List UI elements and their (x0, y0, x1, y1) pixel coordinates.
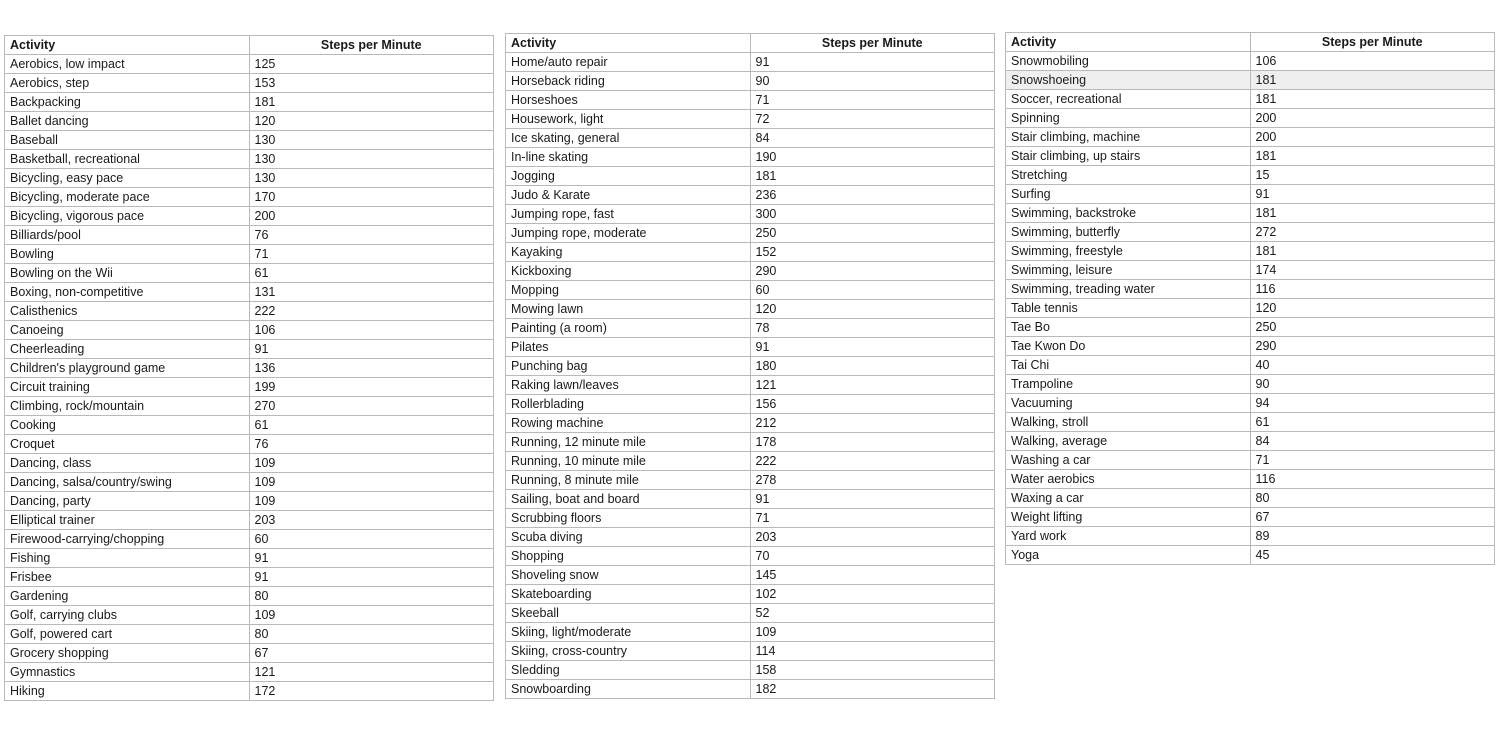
steps-cell: 91 (249, 549, 494, 568)
table-row (5, 283, 494, 302)
activity-cell: Running, 10 minute mile (506, 452, 751, 471)
activity-cell: Gymnastics (5, 663, 250, 682)
table-row (5, 587, 494, 606)
table-row (506, 262, 995, 281)
steps-cell: 152 (750, 243, 995, 262)
table-row (1006, 508, 1495, 527)
table-row (1006, 337, 1495, 356)
steps-cell: 170 (249, 188, 494, 207)
activity-cell: Snowshoeing (1006, 71, 1251, 90)
activity-cell: Yoga (1006, 546, 1251, 565)
steps-cell: 71 (1250, 451, 1495, 470)
steps-cell: 52 (750, 604, 995, 623)
steps-cell: 89 (1250, 527, 1495, 546)
steps-cell: 181 (1250, 242, 1495, 261)
table-row (506, 680, 995, 699)
steps-cell: 300 (750, 205, 995, 224)
steps-cell: 130 (249, 131, 494, 150)
steps-cell: 181 (1250, 204, 1495, 223)
activity-cell: Raking lawn/leaves (506, 376, 751, 395)
table-row (506, 224, 995, 243)
table-row (506, 452, 995, 471)
activity-cell: Skiing, light/moderate (506, 623, 751, 642)
table-row (5, 302, 494, 321)
steps-cell: 84 (750, 129, 995, 148)
table-row (5, 74, 494, 93)
steps-cell: 136 (249, 359, 494, 378)
steps-cell: 182 (750, 680, 995, 699)
table-row (5, 682, 494, 701)
table-row (5, 416, 494, 435)
activity-cell: Shopping (506, 547, 751, 566)
steps-cell: 40 (1250, 356, 1495, 375)
table-row (506, 186, 995, 205)
activity-cell: Sledding (506, 661, 751, 680)
activity-cell: Rowing machine (506, 414, 751, 433)
activity-cell: Mopping (506, 281, 751, 300)
activity-cell: Jogging (506, 167, 751, 186)
steps-cell: 156 (750, 395, 995, 414)
table-row (5, 435, 494, 454)
steps-cell: 60 (249, 530, 494, 549)
steps-cell: 131 (249, 283, 494, 302)
steps-cell: 90 (750, 72, 995, 91)
table-row (506, 642, 995, 661)
steps-cell: 67 (1250, 508, 1495, 527)
activity-cell: Mowing lawn (506, 300, 751, 319)
activity-cell: Walking, stroll (1006, 413, 1251, 432)
steps-cell: 70 (750, 547, 995, 566)
activity-cell: Basketball, recreational (5, 150, 250, 169)
activity-cell: Dancing, class (5, 454, 250, 473)
steps-cell: 181 (1250, 71, 1495, 90)
activity-cell: Kayaking (506, 243, 751, 262)
activity-cell: Horseshoes (506, 91, 751, 110)
table-row (1006, 185, 1495, 204)
activity-cell: Cheerleading (5, 340, 250, 359)
steps-cell: 61 (249, 264, 494, 283)
activity-cell: Snowmobiling (1006, 52, 1251, 71)
steps-cell: 61 (1250, 413, 1495, 432)
table-row (5, 131, 494, 150)
steps-cell: 236 (750, 186, 995, 205)
table-row (5, 169, 494, 188)
steps-cell: 91 (1250, 185, 1495, 204)
activity-cell: Spinning (1006, 109, 1251, 128)
steps-header: Steps per Minute (1250, 33, 1495, 52)
activity-cell: Stretching (1006, 166, 1251, 185)
table-row (506, 395, 995, 414)
steps-cell: 90 (1250, 375, 1495, 394)
activity-cell: Bowling (5, 245, 250, 264)
steps-cell: 212 (750, 414, 995, 433)
steps-cell: 270 (249, 397, 494, 416)
table-row (5, 150, 494, 169)
steps-cell: 91 (750, 490, 995, 509)
steps-cell: 91 (249, 340, 494, 359)
table-row (5, 226, 494, 245)
table-row (1006, 52, 1495, 71)
activity-cell: Snowboarding (506, 680, 751, 699)
activity-cell: Kickboxing (506, 262, 751, 281)
activity-cell: Tae Kwon Do (1006, 337, 1251, 356)
steps-cell: 278 (750, 471, 995, 490)
activity-cell: Bowling on the Wii (5, 264, 250, 283)
table-row (506, 357, 995, 376)
table-row (1006, 166, 1495, 185)
activity-cell: Swimming, treading water (1006, 280, 1251, 299)
activity-cell: Swimming, leisure (1006, 261, 1251, 280)
table-row (5, 245, 494, 264)
table-row (506, 300, 995, 319)
steps-cell: 222 (750, 452, 995, 471)
table-row (506, 319, 995, 338)
activity-cell: Dancing, party (5, 492, 250, 511)
table-row (1006, 128, 1495, 147)
table-row (1006, 242, 1495, 261)
steps-cell: 71 (750, 91, 995, 110)
steps-cell: 116 (1250, 470, 1495, 489)
activity-cell: Cooking (5, 416, 250, 435)
activity-cell: Soccer, recreational (1006, 90, 1251, 109)
steps-cell: 250 (1250, 318, 1495, 337)
activity-cell: Scrubbing floors (506, 509, 751, 528)
activity-cell: Trampoline (1006, 375, 1251, 394)
activity-cell: Croquet (5, 435, 250, 454)
steps-cell: 250 (750, 224, 995, 243)
activity-cell: Home/auto repair (506, 53, 751, 72)
activity-cell: Water aerobics (1006, 470, 1251, 489)
table-row (5, 473, 494, 492)
steps-cell: 174 (1250, 261, 1495, 280)
table-row (506, 376, 995, 395)
activity-cell: Climbing, rock/mountain (5, 397, 250, 416)
table-row (5, 511, 494, 530)
steps-cell: 158 (750, 661, 995, 680)
steps-cell: 91 (750, 53, 995, 72)
steps-cell: 130 (249, 150, 494, 169)
steps-cell: 203 (750, 528, 995, 547)
table-row (1006, 261, 1495, 280)
table-row (5, 207, 494, 226)
activity-cell: Aerobics, step (5, 74, 250, 93)
table-row (5, 112, 494, 131)
steps-cell: 76 (249, 226, 494, 245)
activity-cell: Rollerblading (506, 395, 751, 414)
steps-cell: 71 (249, 245, 494, 264)
table-row (5, 397, 494, 416)
activity-cell: Shoveling snow (506, 566, 751, 585)
table-row (1006, 489, 1495, 508)
activity-cell: Washing a car (1006, 451, 1251, 470)
activity-cell: Golf, powered cart (5, 625, 250, 644)
activity-cell: Tae Bo (1006, 318, 1251, 337)
table-row (506, 338, 995, 357)
table-row (506, 604, 995, 623)
activity-cell: Jumping rope, fast (506, 205, 751, 224)
steps-header: Steps per Minute (750, 34, 995, 53)
activity-cell: Skeeball (506, 604, 751, 623)
steps-cell: 102 (750, 585, 995, 604)
table-row (506, 53, 995, 72)
steps-cell: 203 (249, 511, 494, 530)
activity-cell: Calisthenics (5, 302, 250, 321)
activity-cell: Backpacking (5, 93, 250, 112)
table-row (506, 547, 995, 566)
table-row (506, 72, 995, 91)
activity-cell: Baseball (5, 131, 250, 150)
table-row (5, 188, 494, 207)
steps-cell: 109 (249, 492, 494, 511)
steps-cell: 80 (249, 625, 494, 644)
steps-cell: 120 (249, 112, 494, 131)
steps-cell: 76 (249, 435, 494, 454)
activity-cell: Gardening (5, 587, 250, 606)
table-row (1006, 413, 1495, 432)
steps-cell: 45 (1250, 546, 1495, 565)
steps-cell: 181 (1250, 147, 1495, 166)
activity-cell: Running, 8 minute mile (506, 471, 751, 490)
activity-cell: Billiards/pool (5, 226, 250, 245)
steps-cell: 180 (750, 357, 995, 376)
activity-cell: Bicycling, vigorous pace (5, 207, 250, 226)
activity-cell: Ballet dancing (5, 112, 250, 131)
activity-cell: Stair climbing, machine (1006, 128, 1251, 147)
steps-cell: 200 (1250, 109, 1495, 128)
table-row (506, 528, 995, 547)
steps-cell: 71 (750, 509, 995, 528)
steps-cell: 72 (750, 110, 995, 129)
table-row (506, 148, 995, 167)
activity-cell: Hiking (5, 682, 250, 701)
table-row (506, 585, 995, 604)
steps-cell: 121 (750, 376, 995, 395)
table-row (506, 129, 995, 148)
activity-cell: Golf, carrying clubs (5, 606, 250, 625)
activity-header: Activity (506, 34, 751, 53)
steps-cell: 61 (249, 416, 494, 435)
table-row (1006, 394, 1495, 413)
activity-cell: Circuit training (5, 378, 250, 397)
steps-cell: 290 (1250, 337, 1495, 356)
table-row (1006, 204, 1495, 223)
activity-cell: Firewood-carrying/chopping (5, 530, 250, 549)
table-row (5, 454, 494, 473)
steps-cell: 222 (249, 302, 494, 321)
table-row (5, 93, 494, 112)
steps-cell: 94 (1250, 394, 1495, 413)
activity-cell: Sailing, boat and board (506, 490, 751, 509)
activity-cell: Bicycling, moderate pace (5, 188, 250, 207)
activity-cell: Painting (a room) (506, 319, 751, 338)
table-row (5, 359, 494, 378)
steps-cell: 106 (1250, 52, 1495, 71)
activity-cell: Fishing (5, 549, 250, 568)
activity-cell: Frisbee (5, 568, 250, 587)
activity-cell: Jumping rope, moderate (506, 224, 751, 243)
steps-cell: 15 (1250, 166, 1495, 185)
table-row (1006, 356, 1495, 375)
table-row (506, 414, 995, 433)
activity-cell: Swimming, freestyle (1006, 242, 1251, 261)
table-row (1006, 299, 1495, 318)
steps-cell: 116 (1250, 280, 1495, 299)
activity-cell: Scuba diving (506, 528, 751, 547)
activity-cell: Horseback riding (506, 72, 751, 91)
table-row (506, 205, 995, 224)
activity-cell: Elliptical trainer (5, 511, 250, 530)
table-row (5, 625, 494, 644)
table-row (1006, 432, 1495, 451)
table-row (1006, 147, 1495, 166)
table-row (506, 110, 995, 129)
steps-cell: 109 (249, 454, 494, 473)
activity-header: Activity (1006, 33, 1251, 52)
table-row (506, 623, 995, 642)
table-row (5, 568, 494, 587)
table-row (5, 264, 494, 283)
table-row (506, 243, 995, 262)
table-row (5, 321, 494, 340)
steps-cell: 290 (750, 262, 995, 281)
table-row (5, 606, 494, 625)
steps-cell: 181 (1250, 90, 1495, 109)
steps-cell: 84 (1250, 432, 1495, 451)
steps-cell: 109 (750, 623, 995, 642)
table-row (1006, 527, 1495, 546)
table-row (1006, 470, 1495, 489)
table-row (1006, 546, 1495, 565)
activity-header: Activity (5, 36, 250, 55)
table-row (1006, 109, 1495, 128)
activity-cell: Walking, average (1006, 432, 1251, 451)
steps-header: Steps per Minute (249, 36, 494, 55)
activity-cell: Dancing, salsa/country/swing (5, 473, 250, 492)
activity-cell: Housework, light (506, 110, 751, 129)
header-row (1006, 33, 1495, 52)
activity-cell: Judo & Karate (506, 186, 751, 205)
table-row (1006, 318, 1495, 337)
steps-cell: 109 (249, 606, 494, 625)
steps-cell: 106 (249, 321, 494, 340)
activity-cell: Children's playground game (5, 359, 250, 378)
activity-cell: Surfing (1006, 185, 1251, 204)
table-row (5, 55, 494, 74)
steps-cell: 130 (249, 169, 494, 188)
activity-cell: In-line skating (506, 148, 751, 167)
header-row (5, 36, 494, 55)
table-row (506, 91, 995, 110)
table-row (1006, 223, 1495, 242)
steps-cell: 80 (1250, 489, 1495, 508)
table-row (506, 281, 995, 300)
activity-cell: Yard work (1006, 527, 1251, 546)
table-row (506, 471, 995, 490)
steps-table-2 (505, 33, 995, 699)
activity-cell: Boxing, non-competitive (5, 283, 250, 302)
table-row (1006, 90, 1495, 109)
steps-table-3 (1005, 32, 1495, 565)
steps-cell: 199 (249, 378, 494, 397)
activity-cell: Canoeing (5, 321, 250, 340)
steps-cell: 181 (750, 167, 995, 186)
steps-cell: 181 (249, 93, 494, 112)
activity-cell: Running, 12 minute mile (506, 433, 751, 452)
activity-cell: Weight lifting (1006, 508, 1251, 527)
activity-cell: Swimming, backstroke (1006, 204, 1251, 223)
table-row (5, 549, 494, 568)
activity-cell: Punching bag (506, 357, 751, 376)
steps-cell: 91 (750, 338, 995, 357)
steps-cell: 91 (249, 568, 494, 587)
activity-cell: Grocery shopping (5, 644, 250, 663)
activity-cell: Pilates (506, 338, 751, 357)
activity-cell: Tai Chi (1006, 356, 1251, 375)
steps-cell: 109 (249, 473, 494, 492)
table-row (1006, 375, 1495, 394)
steps-cell: 114 (750, 642, 995, 661)
table-row (506, 566, 995, 585)
table-row (5, 644, 494, 663)
activity-cell: Skateboarding (506, 585, 751, 604)
steps-cell: 125 (249, 55, 494, 74)
steps-cell: 78 (750, 319, 995, 338)
activity-cell: Aerobics, low impact (5, 55, 250, 74)
table-row (506, 167, 995, 186)
steps-cell: 80 (249, 587, 494, 606)
steps-cell: 120 (750, 300, 995, 319)
activity-cell: Stair climbing, up stairs (1006, 147, 1251, 166)
steps-cell: 172 (249, 682, 494, 701)
steps-cell: 121 (249, 663, 494, 682)
header-row (506, 34, 995, 53)
table-row (5, 378, 494, 397)
activity-cell: Waxing a car (1006, 489, 1251, 508)
table-row (506, 661, 995, 680)
table-row (5, 663, 494, 682)
table-row (506, 433, 995, 452)
table-row (1006, 451, 1495, 470)
table-row (506, 490, 995, 509)
activity-cell: Ice skating, general (506, 129, 751, 148)
activity-cell: Swimming, butterfly (1006, 223, 1251, 242)
steps-table-1 (4, 35, 494, 701)
steps-cell: 200 (249, 207, 494, 226)
steps-cell: 178 (750, 433, 995, 452)
table-row (1006, 71, 1495, 90)
activity-cell: Skiing, cross-country (506, 642, 751, 661)
steps-cell: 120 (1250, 299, 1495, 318)
table-row (506, 509, 995, 528)
table-row (5, 340, 494, 359)
steps-cell: 67 (249, 644, 494, 663)
steps-cell: 60 (750, 281, 995, 300)
table-row (5, 492, 494, 511)
activity-cell: Vacuuming (1006, 394, 1251, 413)
steps-cell: 190 (750, 148, 995, 167)
steps-cell: 153 (249, 74, 494, 93)
steps-cell: 145 (750, 566, 995, 585)
activity-cell: Bicycling, easy pace (5, 169, 250, 188)
activity-cell: Table tennis (1006, 299, 1251, 318)
steps-cell: 272 (1250, 223, 1495, 242)
table-row (5, 530, 494, 549)
steps-cell: 200 (1250, 128, 1495, 147)
table-row (1006, 280, 1495, 299)
